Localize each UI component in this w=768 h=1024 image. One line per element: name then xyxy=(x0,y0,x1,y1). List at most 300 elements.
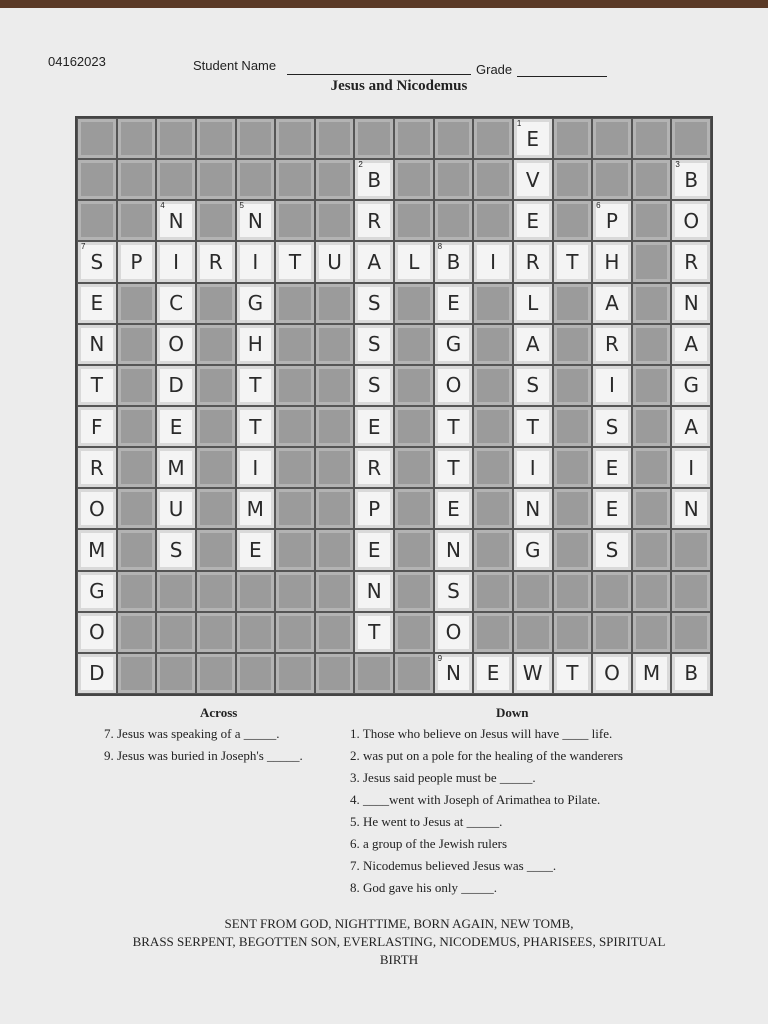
cell-letter: P xyxy=(130,249,143,274)
crossword-block xyxy=(632,159,672,200)
crossword-block xyxy=(592,571,632,612)
crossword-block xyxy=(196,200,236,241)
crossword-cell[interactable] xyxy=(592,324,632,365)
crossword-cell[interactable] xyxy=(553,241,593,282)
cell-letter: S xyxy=(605,414,619,439)
cell-letter: N xyxy=(525,496,541,521)
crossword-cell[interactable] xyxy=(354,365,394,406)
crossword-cell[interactable] xyxy=(354,283,394,324)
down-clue: 4. ____went with Joseph of Arimathea to Pilate. xyxy=(350,792,601,807)
crossword-block xyxy=(315,488,355,529)
crossword-block xyxy=(275,283,315,324)
clue-number: 6 xyxy=(596,201,601,211)
crossword-cell[interactable] xyxy=(513,324,553,365)
crossword-block xyxy=(196,488,236,529)
grade-blank[interactable] xyxy=(517,76,607,77)
crossword-block xyxy=(275,159,315,200)
crossword-block xyxy=(117,118,157,159)
crossword-block xyxy=(434,159,474,200)
crossword-block xyxy=(117,488,157,529)
crossword-block xyxy=(394,118,434,159)
crossword-block xyxy=(315,612,355,653)
cell-letter: N xyxy=(683,496,699,521)
crossword-block xyxy=(196,283,236,324)
crossword-block xyxy=(315,365,355,406)
across-clue: 9. Jesus was buried in Joseph's _____. xyxy=(104,748,303,763)
crossword-cell[interactable] xyxy=(236,324,276,365)
cell-letter: E xyxy=(605,455,619,480)
cell-letter: V xyxy=(525,167,540,192)
cell-letter: D xyxy=(89,661,105,686)
crossword-block xyxy=(553,571,593,612)
cell-letter: O xyxy=(604,661,620,686)
crossword-block xyxy=(117,653,157,694)
crossword-cell[interactable] xyxy=(315,241,355,282)
cell-letter: T xyxy=(368,620,381,645)
crossword-cell[interactable] xyxy=(671,653,711,694)
crossword-block xyxy=(632,200,672,241)
cell-letter: N xyxy=(683,291,699,316)
crossword-block xyxy=(275,447,315,488)
crossword-cell[interactable] xyxy=(77,283,117,324)
crossword-cell[interactable] xyxy=(513,118,553,159)
crossword-block xyxy=(275,488,315,529)
crossword-block xyxy=(394,653,434,694)
cell-letter: E xyxy=(248,537,262,562)
crossword-cell[interactable] xyxy=(513,241,553,282)
cell-letter: P xyxy=(368,496,381,521)
crossword-block xyxy=(315,653,355,694)
crossword-block xyxy=(473,365,513,406)
crossword-block xyxy=(117,283,157,324)
crossword-cell[interactable] xyxy=(77,571,117,612)
cell-letter: B xyxy=(684,661,699,686)
crossword-cell[interactable] xyxy=(77,365,117,406)
crossword-cell[interactable] xyxy=(434,447,474,488)
crossword-block xyxy=(275,118,315,159)
cell-letter: E xyxy=(367,537,381,562)
cell-letter: M xyxy=(642,661,661,686)
crossword-block xyxy=(553,488,593,529)
crossword-block xyxy=(394,488,434,529)
cell-letter: I xyxy=(608,373,615,398)
clue-number: 8 xyxy=(437,242,443,252)
crossword-block xyxy=(196,653,236,694)
cell-letter: C xyxy=(169,291,184,316)
crossword-cell[interactable] xyxy=(156,324,196,365)
crossword-block xyxy=(394,283,434,324)
crossword-cell[interactable] xyxy=(77,241,117,282)
crossword-cell[interactable] xyxy=(77,612,117,653)
crossword-block xyxy=(275,324,315,365)
clue-number: 2 xyxy=(358,160,363,170)
crossword-block xyxy=(394,200,434,241)
crossword-cell[interactable] xyxy=(671,159,711,200)
crossword-cell[interactable] xyxy=(236,200,276,241)
crossword-block xyxy=(236,118,276,159)
cell-letter: O xyxy=(445,620,462,645)
crossword-cell[interactable] xyxy=(513,283,553,324)
crossword-cell[interactable] xyxy=(434,241,474,282)
crossword-block xyxy=(315,159,355,200)
crossword-block xyxy=(315,406,355,447)
crossword-block xyxy=(394,571,434,612)
crossword-cell[interactable] xyxy=(592,653,632,694)
crossword-block xyxy=(553,324,593,365)
worksheet-code: 04162023 xyxy=(48,54,106,69)
crossword-block xyxy=(592,118,632,159)
cell-letter: O xyxy=(168,332,184,357)
crossword-cell[interactable] xyxy=(671,200,711,241)
cell-letter: T xyxy=(566,249,579,274)
crossword-cell[interactable] xyxy=(513,529,553,570)
crossword-cell[interactable] xyxy=(434,365,474,406)
crossword-block xyxy=(473,118,513,159)
crossword-cell[interactable] xyxy=(354,571,394,612)
crossword-block xyxy=(394,447,434,488)
crossword-cell[interactable] xyxy=(671,324,711,365)
crossword-block xyxy=(473,612,513,653)
crossword-cell[interactable] xyxy=(77,406,117,447)
crossword-cell[interactable] xyxy=(354,447,394,488)
cell-letter: A xyxy=(684,332,699,357)
cell-letter: I xyxy=(688,455,695,480)
cell-letter: N xyxy=(168,208,184,233)
crossword-cell[interactable] xyxy=(434,612,474,653)
crossword-cell[interactable] xyxy=(592,365,632,406)
crossword-cell[interactable] xyxy=(592,529,632,570)
crossword-cell[interactable] xyxy=(671,283,711,324)
crossword-cell[interactable] xyxy=(434,324,474,365)
crossword-block xyxy=(473,324,513,365)
crossword-block xyxy=(117,324,157,365)
crossword-block xyxy=(315,447,355,488)
crossword-block xyxy=(473,406,513,447)
crossword-block xyxy=(315,571,355,612)
crossword-cell[interactable] xyxy=(434,488,474,529)
cell-letter: T xyxy=(447,455,460,480)
crossword-block xyxy=(632,488,672,529)
crossword-block xyxy=(473,571,513,612)
crossword-block xyxy=(196,571,236,612)
crossword-block xyxy=(117,447,157,488)
crossword-cell[interactable] xyxy=(77,447,117,488)
cell-letter: N xyxy=(445,661,461,686)
cell-letter: O xyxy=(88,496,105,521)
crossword-cell[interactable] xyxy=(156,283,196,324)
crossword-cell[interactable] xyxy=(236,365,276,406)
cell-letter: R xyxy=(367,208,382,233)
crossword-block xyxy=(196,324,236,365)
crossword-block xyxy=(196,612,236,653)
crossword-block xyxy=(275,200,315,241)
crossword-cell[interactable] xyxy=(354,159,394,200)
crossword-block xyxy=(275,406,315,447)
cell-letter: R xyxy=(684,249,699,274)
crossword-block xyxy=(553,447,593,488)
clue-number: 1 xyxy=(516,119,522,128)
crossword-cell[interactable] xyxy=(434,406,474,447)
crossword-cell[interactable] xyxy=(671,406,711,447)
crossword-cell[interactable] xyxy=(117,241,157,282)
down-clue: 6. a group of the Jewish rulers xyxy=(350,836,508,851)
cell-letter: R xyxy=(525,249,540,274)
cell-letter: A xyxy=(684,414,699,439)
cell-letter: I xyxy=(490,249,497,274)
down-heading: Down xyxy=(496,705,529,720)
crossword-block xyxy=(632,406,672,447)
crossword-block xyxy=(196,447,236,488)
cell-letter: R xyxy=(367,455,382,480)
crossword-block xyxy=(671,529,711,570)
crossword-cell[interactable] xyxy=(236,447,276,488)
crossword-cell[interactable] xyxy=(553,653,593,694)
crossword-block xyxy=(156,159,196,200)
crossword-block xyxy=(315,118,355,159)
crossword-cell[interactable] xyxy=(354,488,394,529)
crossword-cell[interactable] xyxy=(354,529,394,570)
crossword-cell[interactable] xyxy=(592,200,632,241)
crossword-block xyxy=(394,365,434,406)
crossword-cell[interactable] xyxy=(513,365,553,406)
crossword-cell[interactable] xyxy=(354,200,394,241)
cell-letter: E xyxy=(447,496,460,521)
crossword-block xyxy=(553,200,593,241)
cell-letter: A xyxy=(525,332,540,357)
cell-letter: B xyxy=(684,167,699,192)
cell-letter: I xyxy=(173,249,180,274)
crossword-block xyxy=(632,447,672,488)
crossword-block xyxy=(236,571,276,612)
crossword-cell[interactable] xyxy=(77,529,117,570)
across-heading: Across xyxy=(200,705,238,720)
clue-number: 7 xyxy=(81,242,86,252)
cell-letter: S xyxy=(169,537,183,562)
crossword-block xyxy=(275,529,315,570)
crossword-block xyxy=(315,200,355,241)
worksheet-title: Jesus and Nicodemus xyxy=(330,78,468,94)
cell-letter: B xyxy=(446,249,461,274)
crossword-cell[interactable] xyxy=(513,653,553,694)
crossword-cell[interactable] xyxy=(354,406,394,447)
cell-letter: T xyxy=(526,414,539,439)
crossword-cell[interactable] xyxy=(592,488,632,529)
crossword-cell[interactable] xyxy=(196,241,236,282)
crossword-block xyxy=(553,159,593,200)
cell-letter: P xyxy=(605,208,618,233)
cell-letter: G xyxy=(89,579,105,604)
crossword-block xyxy=(632,324,672,365)
cell-letter: O xyxy=(88,620,105,645)
crossword-cell[interactable] xyxy=(434,529,474,570)
cell-letter: I xyxy=(252,249,259,274)
crossword-block xyxy=(117,365,157,406)
crossword-cell[interactable] xyxy=(156,200,196,241)
crossword-block xyxy=(592,612,632,653)
crossword-cell[interactable] xyxy=(236,488,276,529)
crossword-block xyxy=(236,653,276,694)
cell-letter: S xyxy=(447,579,460,604)
cell-letter: S xyxy=(367,291,381,316)
crossword-cell[interactable] xyxy=(156,365,196,406)
cell-letter: A xyxy=(605,291,619,316)
crossword-cell[interactable] xyxy=(473,653,513,694)
student-name-blank[interactable] xyxy=(287,74,471,75)
cell-letter: A xyxy=(367,249,382,274)
crossword-block xyxy=(156,653,196,694)
crossword-cell[interactable] xyxy=(156,241,196,282)
crossword-cell[interactable] xyxy=(671,365,711,406)
crossword-block xyxy=(553,406,593,447)
crossword-block xyxy=(196,365,236,406)
student-name-label: Student Name xyxy=(193,58,277,73)
crossword-block xyxy=(632,571,672,612)
crossword-block xyxy=(553,283,593,324)
cell-letter: R xyxy=(89,455,104,480)
cell-letter: E xyxy=(605,496,619,521)
crossword-block xyxy=(632,118,672,159)
cell-letter: D xyxy=(168,373,184,398)
crossword-block xyxy=(354,118,394,159)
cell-letter: B xyxy=(367,167,382,192)
cell-letter: T xyxy=(249,373,262,398)
crossword-block xyxy=(394,324,434,365)
crossword-block xyxy=(553,529,593,570)
crossword-block xyxy=(117,159,157,200)
crossword-block xyxy=(236,612,276,653)
crossword-cell[interactable] xyxy=(513,488,553,529)
crossword-cell[interactable] xyxy=(156,488,196,529)
crossword-cell[interactable] xyxy=(354,612,394,653)
crossword-cell[interactable] xyxy=(236,529,276,570)
crossword-block xyxy=(236,159,276,200)
cell-letter: E xyxy=(169,414,183,439)
cell-letter: S xyxy=(367,373,381,398)
crossword-cell[interactable] xyxy=(236,241,276,282)
crossword-cell[interactable] xyxy=(434,653,474,694)
cell-letter: G xyxy=(445,332,462,357)
crossword-cell[interactable] xyxy=(275,241,315,282)
crossword-cell[interactable] xyxy=(156,406,196,447)
cell-letter: E xyxy=(90,291,104,316)
clue-number: 3 xyxy=(675,160,680,170)
cell-letter: T xyxy=(447,414,460,439)
crossword-block xyxy=(117,529,157,570)
crossword-block xyxy=(553,365,593,406)
crossword-block xyxy=(196,406,236,447)
crossword-cell[interactable] xyxy=(236,406,276,447)
crossword-cell[interactable] xyxy=(592,447,632,488)
cell-letter: R xyxy=(208,249,223,274)
crossword-block xyxy=(513,571,553,612)
crossword-block xyxy=(315,529,355,570)
crossword-block xyxy=(196,159,236,200)
crossword-cell[interactable] xyxy=(671,488,711,529)
crossword-cell[interactable] xyxy=(354,241,394,282)
crossword-cell[interactable] xyxy=(77,324,117,365)
crossword-block xyxy=(473,529,513,570)
cell-letter: R xyxy=(604,332,619,357)
crossword-cell[interactable] xyxy=(592,283,632,324)
crossword-block xyxy=(275,653,315,694)
cell-letter: N xyxy=(247,208,263,233)
crossword-block xyxy=(117,406,157,447)
cell-letter: S xyxy=(90,249,104,274)
cell-letter: S xyxy=(526,373,540,398)
cell-letter: T xyxy=(90,373,103,398)
crossword-cell[interactable] xyxy=(632,653,672,694)
cell-letter: F xyxy=(91,414,103,439)
cell-letter: I xyxy=(529,455,536,480)
crossword-cell[interactable] xyxy=(671,447,711,488)
crossword-block xyxy=(473,159,513,200)
down-clue: 7. Nicodemus believed Jesus was ____. xyxy=(350,858,557,873)
clue-number: 5 xyxy=(239,201,244,211)
cell-letter: T xyxy=(249,414,262,439)
crossword-cell[interactable] xyxy=(236,283,276,324)
crossword-cell[interactable] xyxy=(156,447,196,488)
crossword-block xyxy=(434,118,474,159)
crossword-block xyxy=(354,653,394,694)
crossword-cell[interactable] xyxy=(354,324,394,365)
cell-letter: M xyxy=(246,496,264,521)
crossword-block xyxy=(671,571,711,612)
crossword-cell[interactable] xyxy=(592,406,632,447)
crossword-block xyxy=(671,118,711,159)
crossword-cell[interactable] xyxy=(156,529,196,570)
crossword-block xyxy=(77,118,117,159)
cell-letter: L xyxy=(527,291,539,316)
crossword-cell[interactable] xyxy=(434,283,474,324)
crossword-block xyxy=(394,159,434,200)
crossword-cell[interactable] xyxy=(394,241,434,282)
crossword-block xyxy=(473,488,513,529)
crossword-cell[interactable] xyxy=(473,241,513,282)
crossword-block xyxy=(632,365,672,406)
cell-letter: U xyxy=(327,249,342,274)
crossword-block xyxy=(315,283,355,324)
cell-letter: H xyxy=(604,249,620,274)
cell-letter: G xyxy=(524,537,541,562)
crossword-block xyxy=(77,159,117,200)
crossword-cell[interactable] xyxy=(671,241,711,282)
crossword-cell[interactable] xyxy=(513,200,553,241)
word-bank-line: BIRTH xyxy=(379,952,419,967)
crossword-block xyxy=(394,406,434,447)
down-clue: 1. Those who believe on Jesus will have ____ life. xyxy=(350,726,613,741)
crossword-cell[interactable] xyxy=(77,653,117,694)
clue-number: 4 xyxy=(160,201,165,211)
crossword-cell[interactable] xyxy=(592,241,632,282)
crossword-grid xyxy=(75,116,713,696)
cell-letter: O xyxy=(683,208,700,233)
crossword-block xyxy=(394,529,434,570)
crossword-cell[interactable] xyxy=(434,571,474,612)
down-clue: 3. Jesus said people must be _____. xyxy=(350,770,536,785)
crossword-cell[interactable] xyxy=(513,159,553,200)
crossword-cell[interactable] xyxy=(513,447,553,488)
cell-letter: I xyxy=(252,455,259,480)
cell-letter: S xyxy=(367,332,381,357)
crossword-cell[interactable] xyxy=(513,406,553,447)
crossword-block xyxy=(553,118,593,159)
down-clue: 2. was put on a pole for the healing of the wanderers xyxy=(350,748,623,763)
cell-letter: T xyxy=(288,249,302,274)
crossword-block xyxy=(632,241,672,282)
crossword-block xyxy=(592,159,632,200)
cell-letter: S xyxy=(605,537,619,562)
crossword-cell[interactable] xyxy=(77,488,117,529)
